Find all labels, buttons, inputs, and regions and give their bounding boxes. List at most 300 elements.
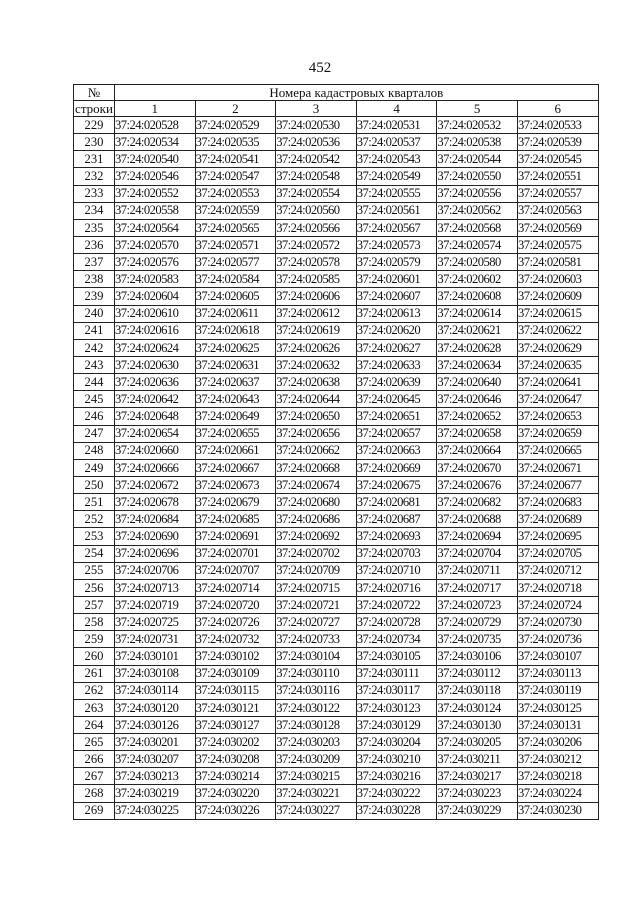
cadastral-number-cell: 37:24:020628: [437, 339, 518, 356]
cadastral-number-cell: 37:24:030218: [517, 768, 598, 785]
cadastral-number-cell: 37:24:030101: [115, 648, 196, 665]
cadastral-number-cell: 37:24:020734: [356, 631, 437, 648]
table-row: [74, 134, 599, 151]
cadastral-number-cell: 37:24:030102: [195, 648, 276, 665]
cadastral-number-cell: 37:24:020606: [276, 288, 357, 305]
cadastral-number-cell: 37:24:020528: [115, 117, 196, 134]
cadastral-number-cell: 37:24:020655: [195, 425, 276, 442]
cadastral-number-cell: 37:24:030111: [356, 665, 437, 682]
row-number: 233: [74, 185, 115, 202]
cadastral-number-cell: 37:24:020664: [437, 442, 518, 459]
cadastral-number-cell: 37:24:020563: [517, 202, 598, 219]
cadastral-number-cell: 37:24:020569: [517, 219, 598, 236]
table-row: [74, 768, 599, 785]
cadastral-number-cell: 37:24:030216: [356, 768, 437, 785]
cadastral-number-cell: 37:24:020641: [517, 374, 598, 391]
cadastral-number-cell: 37:24:020644: [276, 391, 357, 408]
cadastral-number-cell: 37:24:030205: [437, 734, 518, 751]
row-number: 239: [74, 288, 115, 305]
cadastral-number-cell: 37:24:030207: [115, 751, 196, 768]
cadastral-number-cell: 37:24:020702: [276, 545, 357, 562]
row-number: 266: [74, 751, 115, 768]
cadastral-number-cell: 37:24:030230: [517, 802, 598, 819]
cadastral-number-cell: 37:24:020691: [195, 528, 276, 545]
cadastral-number-cell: 37:24:020729: [437, 614, 518, 631]
table-row: [74, 665, 599, 682]
cadastral-number-cell: 37:24:020534: [115, 134, 196, 151]
cadastral-number-cell: 37:24:030215: [276, 768, 357, 785]
table-row: [74, 271, 599, 288]
cadastral-number-cell: 37:24:020602: [437, 271, 518, 288]
cadastral-number-cell: 37:24:020574: [437, 236, 518, 253]
cadastral-number-cell: 37:24:020685: [195, 511, 276, 528]
cadastral-number-cell: 37:24:020536: [276, 134, 357, 151]
column-header: 5: [437, 101, 518, 117]
cadastral-number-cell: 37:24:020613: [356, 305, 437, 322]
row-number: 245: [74, 391, 115, 408]
table-row: [74, 254, 599, 271]
cadastral-number-cell: 37:24:020578: [276, 254, 357, 271]
cadastral-number-cell: 37:24:020656: [276, 425, 357, 442]
table-row: [74, 391, 599, 408]
cadastral-number-cell: 37:24:020669: [356, 459, 437, 476]
cadastral-number-cell: 37:24:020646: [437, 391, 518, 408]
cadastral-number-cell: 37:24:020616: [115, 322, 196, 339]
row-number: 251: [74, 494, 115, 511]
row-number: 241: [74, 322, 115, 339]
cadastral-number-cell: 37:24:020721: [276, 596, 357, 613]
cadastral-number-cell: 37:24:030124: [437, 699, 518, 716]
cadastral-number-cell: 37:24:020572: [276, 236, 357, 253]
cadastral-number-cell: 37:24:020539: [517, 134, 598, 151]
cadastral-number-cell: 37:24:020608: [437, 288, 518, 305]
cadastral-number-cell: 37:24:030226: [195, 802, 276, 819]
cadastral-number-cell: 37:24:020696: [115, 545, 196, 562]
row-number: 265: [74, 734, 115, 751]
row-number: 237: [74, 254, 115, 271]
cadastral-number-cell: 37:24:020634: [437, 356, 518, 373]
cadastral-number-cell: 37:24:030131: [517, 716, 598, 733]
cadastral-number-cell: 37:24:020682: [437, 494, 518, 511]
cadastral-number-cell: 37:24:020663: [356, 442, 437, 459]
cadastral-number-cell: 37:24:020530: [276, 117, 357, 134]
cadastral-number-cell: 37:24:020558: [115, 202, 196, 219]
cadastral-number-cell: 37:24:020550: [437, 168, 518, 185]
cadastral-number-cell: 37:24:020538: [437, 134, 518, 151]
cadastral-number-cell: 37:24:020694: [437, 528, 518, 545]
row-number: 263: [74, 699, 115, 716]
cadastral-number-cell: 37:24:020716: [356, 579, 437, 596]
cadastral-number-cell: 37:24:020654: [115, 425, 196, 442]
cadastral-number-cell: 37:24:020585: [276, 271, 357, 288]
cadastral-number-cell: 37:24:020633: [356, 356, 437, 373]
cadastral-number-cell: 37:24:020627: [356, 339, 437, 356]
cadastral-number-cell: 37:24:020667: [195, 459, 276, 476]
cadastral-number-cell: 37:24:030209: [276, 751, 357, 768]
cadastral-number-cell: 37:24:020642: [115, 391, 196, 408]
cadastral-number-cell: 37:24:020535: [195, 134, 276, 151]
table-row: [74, 699, 599, 716]
cadastral-number-cell: 37:24:020604: [115, 288, 196, 305]
row-number: 250: [74, 476, 115, 493]
cadastral-number-cell: 37:24:020714: [195, 579, 276, 596]
cadastral-number-cell: 37:24:020661: [195, 442, 276, 459]
cadastral-number-cell: 37:24:020546: [115, 168, 196, 185]
row-number: 240: [74, 305, 115, 322]
cadastral-number-cell: 37:24:020679: [195, 494, 276, 511]
cadastral-number-cell: 37:24:020647: [517, 391, 598, 408]
cadastral-number-cell: 37:24:020571: [195, 236, 276, 253]
cadastral-number-cell: 37:24:020692: [276, 528, 357, 545]
cadastral-number-cell: 37:24:020533: [517, 117, 598, 134]
cadastral-number-cell: 37:24:020543: [356, 151, 437, 168]
cadastral-number-cell: 37:24:030113: [517, 665, 598, 682]
cadastral-number-cell: 37:24:020707: [195, 562, 276, 579]
row-number: 243: [74, 356, 115, 373]
cadastral-number-cell: 37:24:020567: [356, 219, 437, 236]
cadastral-number-cell: 37:24:020570: [115, 236, 196, 253]
cadastral-number-cell: 37:24:020545: [517, 151, 598, 168]
cadastral-number-cell: 37:24:020610: [115, 305, 196, 322]
table-row: [74, 408, 599, 425]
cadastral-number-cell: 37:24:020736: [517, 631, 598, 648]
page-number: 452: [308, 60, 332, 76]
table-row: [74, 648, 599, 665]
cadastral-number-cell: 37:24:020537: [356, 134, 437, 151]
cadastral-number-cell: 37:24:020581: [517, 254, 598, 271]
row-number: 238: [74, 271, 115, 288]
table-row: [74, 356, 599, 373]
row-number: 254: [74, 545, 115, 562]
cadastral-number-cell: 37:24:020710: [356, 562, 437, 579]
cadastral-number-cell: 37:24:020680: [276, 494, 357, 511]
cadastral-number-cell: 37:24:020674: [276, 476, 357, 493]
cadastral-number-cell: 37:24:020668: [276, 459, 357, 476]
cadastral-number-cell: 37:24:020657: [356, 425, 437, 442]
cadastral-number-cell: 37:24:020566: [276, 219, 357, 236]
cadastral-number-cell: 37:24:020615: [517, 305, 598, 322]
cadastral-number-cell: 37:24:020565: [195, 219, 276, 236]
row-number: 258: [74, 614, 115, 631]
cadastral-number-cell: 37:24:020720: [195, 596, 276, 613]
cadastral-number-cell: 37:24:020723: [437, 596, 518, 613]
table-body: [74, 117, 599, 820]
cadastral-number-cell: 37:24:030105: [356, 648, 437, 665]
cadastral-number-cell: 37:24:020637: [195, 374, 276, 391]
column-header: 3: [276, 101, 357, 117]
cadastral-number-cell: 37:24:020603: [517, 271, 598, 288]
cadastral-number-cell: 37:24:020652: [437, 408, 518, 425]
cadastral-number-cell: 37:24:020564: [115, 219, 196, 236]
cadastral-number-cell: 37:24:020614: [437, 305, 518, 322]
row-number: 247: [74, 425, 115, 442]
table-row: [74, 716, 599, 733]
table-row: [74, 305, 599, 322]
cadastral-number-cell: 37:24:020575: [517, 236, 598, 253]
row-number: 242: [74, 339, 115, 356]
table-row: [74, 734, 599, 751]
cadastral-number-cell: 37:24:020605: [195, 288, 276, 305]
column-header: 1: [115, 101, 196, 117]
table-row: [74, 802, 599, 819]
cadastral-number-cell: 37:24:020718: [517, 579, 598, 596]
cadastral-number-cell: 37:24:020624: [115, 339, 196, 356]
cadastral-number-cell: 37:24:020705: [517, 545, 598, 562]
cadastral-number-cell: 37:24:020625: [195, 339, 276, 356]
row-number: 256: [74, 579, 115, 596]
cadastral-number-cell: 37:24:020609: [517, 288, 598, 305]
cadastral-number-cell: 37:24:020733: [276, 631, 357, 648]
cadastral-number-cell: 37:24:020719: [115, 596, 196, 613]
cadastral-number-cell: 37:24:020671: [517, 459, 598, 476]
cadastral-number-cell: 37:24:030211: [437, 751, 518, 768]
cadastral-number-cell: 37:24:020544: [437, 151, 518, 168]
table-row: [74, 288, 599, 305]
cadastral-number-cell: 37:24:020677: [517, 476, 598, 493]
row-number: 267: [74, 768, 115, 785]
cadastral-number-cell: 37:24:030122: [276, 699, 357, 716]
cadastral-number-cell: 37:24:020662: [276, 442, 357, 459]
header-cadastral-numbers: Номера кадастровых кварталов: [115, 85, 599, 101]
row-number: 236: [74, 236, 115, 253]
cadastral-number-cell: 37:24:020557: [517, 185, 598, 202]
cadastral-number-cell: 37:24:020639: [356, 374, 437, 391]
cadastral-number-cell: 37:24:020722: [356, 596, 437, 613]
table-row: [74, 442, 599, 459]
table-row: [74, 151, 599, 168]
cadastral-number-cell: 37:24:020632: [276, 356, 357, 373]
cadastral-number-cell: 37:24:020715: [276, 579, 357, 596]
cadastral-number-cell: 37:24:020629: [517, 339, 598, 356]
cadastral-number-cell: 37:24:020562: [437, 202, 518, 219]
cadastral-number-cell: 37:24:020583: [115, 271, 196, 288]
cadastral-number-cell: 37:24:030128: [276, 716, 357, 733]
cadastral-number-cell: 37:24:030203: [276, 734, 357, 751]
cadastral-number-cell: 37:24:020689: [517, 511, 598, 528]
cadastral-number-cell: 37:24:030229: [437, 802, 518, 819]
cadastral-number-cell: 37:24:030220: [195, 785, 276, 802]
row-number: 248: [74, 442, 115, 459]
cadastral-number-cell: 37:24:020560: [276, 202, 357, 219]
table-row: [74, 459, 599, 476]
table-row: [74, 596, 599, 613]
cadastral-number-cell: 37:24:020731: [115, 631, 196, 648]
table-header: [74, 85, 599, 117]
row-number: 259: [74, 631, 115, 648]
table-row: [74, 219, 599, 236]
cadastral-number-cell: 37:24:020649: [195, 408, 276, 425]
row-number: 260: [74, 648, 115, 665]
cadastral-number-cell: 37:24:030109: [195, 665, 276, 682]
cadastral-number-cell: 37:24:020532: [437, 117, 518, 134]
cadastral-number-cell: 37:24:020619: [276, 322, 357, 339]
cadastral-number-cell: 37:24:020540: [115, 151, 196, 168]
cadastral-number-cell: 37:24:030206: [517, 734, 598, 751]
cadastral-number-cell: 37:24:020556: [437, 185, 518, 202]
cadastral-number-cell: 37:24:020547: [195, 168, 276, 185]
row-number: 268: [74, 785, 115, 802]
cadastral-number-cell: 37:24:020542: [276, 151, 357, 168]
cadastral-number-cell: 37:24:030126: [115, 716, 196, 733]
cadastral-number-cell: 37:24:020687: [356, 511, 437, 528]
table-row: [74, 117, 599, 134]
cadastral-number-cell: 37:24:030210: [356, 751, 437, 768]
cadastral-number-cell: 37:24:030123: [356, 699, 437, 716]
table-row: [74, 511, 599, 528]
table-row: [74, 751, 599, 768]
cadastral-number-cell: 37:24:020678: [115, 494, 196, 511]
cadastral-number-cell: 37:24:020673: [195, 476, 276, 493]
cadastral-number-cell: 37:24:020670: [437, 459, 518, 476]
cadastral-number-cell: 37:24:030219: [115, 785, 196, 802]
cadastral-number-cell: 37:24:020541: [195, 151, 276, 168]
cadastral-number-cell: 37:24:020579: [356, 254, 437, 271]
cadastral-number-cell: 37:24:020728: [356, 614, 437, 631]
table-row: [74, 785, 599, 802]
table-row: [74, 168, 599, 185]
cadastral-number-cell: 37:24:030117: [356, 682, 437, 699]
cadastral-number-cell: 37:24:030208: [195, 751, 276, 768]
cadastral-number-cell: 37:24:030112: [437, 665, 518, 682]
cadastral-number-cell: 37:24:020643: [195, 391, 276, 408]
row-number: 262: [74, 682, 115, 699]
table-row: [74, 545, 599, 562]
cadastral-number-cell: 37:24:030108: [115, 665, 196, 682]
cadastral-number-cell: 37:24:020630: [115, 356, 196, 373]
row-number: 234: [74, 202, 115, 219]
cadastral-number-cell: 37:24:020650: [276, 408, 357, 425]
row-number: 235: [74, 219, 115, 236]
cadastral-number-cell: 37:24:020688: [437, 511, 518, 528]
cadastral-number-cell: 37:24:020660: [115, 442, 196, 459]
cadastral-number-cell: 37:24:020683: [517, 494, 598, 511]
cadastral-number-cell: 37:24:020686: [276, 511, 357, 528]
table-row: [74, 494, 599, 511]
cadastral-number-cell: 37:24:020636: [115, 374, 196, 391]
cadastral-number-cell: 37:24:030202: [195, 734, 276, 751]
row-number: 244: [74, 374, 115, 391]
cadastral-number-cell: 37:24:020730: [517, 614, 598, 631]
cadastral-number-cell: 37:24:020580: [437, 254, 518, 271]
row-number: 252: [74, 511, 115, 528]
row-number: 229: [74, 117, 115, 134]
table-row: [74, 528, 599, 545]
cadastral-number-cell: 37:24:030119: [517, 682, 598, 699]
cadastral-number-cell: 37:24:020690: [115, 528, 196, 545]
column-header: 4: [356, 101, 437, 117]
cadastral-number-cell: 37:24:020651: [356, 408, 437, 425]
cadastral-number-cell: 37:24:030222: [356, 785, 437, 802]
cadastral-number-cell: 37:24:030104: [276, 648, 357, 665]
table-row: [74, 562, 599, 579]
cadastral-number-cell: 37:24:020612: [276, 305, 357, 322]
table-row: [74, 631, 599, 648]
cadastral-number-cell: 37:24:030129: [356, 716, 437, 733]
cadastral-number-cell: 37:24:030115: [195, 682, 276, 699]
cadastral-number-cell: 37:24:030228: [356, 802, 437, 819]
cadastral-number-cell: 37:24:020548: [276, 168, 357, 185]
cadastral-number-cell: 37:24:020638: [276, 374, 357, 391]
cadastral-number-cell: 37:24:020726: [195, 614, 276, 631]
cadastral-number-cell: 37:24:020706: [115, 562, 196, 579]
cadastral-number-cell: 37:24:020559: [195, 202, 276, 219]
cadastral-number-cell: 37:24:020573: [356, 236, 437, 253]
cadastral-number-cell: 37:24:020666: [115, 459, 196, 476]
cadastral-number-cell: 37:24:030212: [517, 751, 598, 768]
cadastral-number-cell: 37:24:020626: [276, 339, 357, 356]
cadastral-number-cell: 37:24:020601: [356, 271, 437, 288]
cadastral-number-cell: 37:24:020554: [276, 185, 357, 202]
cadastral-number-cell: 37:24:020684: [115, 511, 196, 528]
cadastral-number-cell: 37:24:020703: [356, 545, 437, 562]
cadastral-number-cell: 37:24:020555: [356, 185, 437, 202]
cadastral-number-cell: 37:24:030127: [195, 716, 276, 733]
cadastral-number-cell: 37:24:020551: [517, 168, 598, 185]
row-number: 269: [74, 802, 115, 819]
cadastral-number-cell: 37:24:020732: [195, 631, 276, 648]
table-row: [74, 339, 599, 356]
cadastral-number-cell: 37:24:020693: [356, 528, 437, 545]
cadastral-number-cell: 37:24:020659: [517, 425, 598, 442]
row-number: 246: [74, 408, 115, 425]
cadastral-number-cell: 37:24:020577: [195, 254, 276, 271]
header-row-number-label: строки: [75, 101, 113, 116]
cadastral-number-cell: 37:24:020717: [437, 579, 518, 596]
row-number: 261: [74, 665, 115, 682]
cadastral-number-cell: 37:24:030227: [276, 802, 357, 819]
cadastral-number-cell: 37:24:020552: [115, 185, 196, 202]
cadastral-number-cell: 37:24:020658: [437, 425, 518, 442]
cadastral-quarters-table: [73, 84, 599, 820]
table-row: [74, 682, 599, 699]
table-row: [74, 579, 599, 596]
cadastral-number-cell: 37:24:030225: [115, 802, 196, 819]
row-number: 264: [74, 716, 115, 733]
cadastral-number-cell: 37:24:020553: [195, 185, 276, 202]
cadastral-number-cell: 37:24:020576: [115, 254, 196, 271]
row-number: 232: [74, 168, 115, 185]
cadastral-number-cell: 37:24:030107: [517, 648, 598, 665]
cadastral-number-cell: 37:24:030106: [437, 648, 518, 665]
cadastral-number-cell: 37:24:030116: [276, 682, 357, 699]
cadastral-number-cell: 37:24:020645: [356, 391, 437, 408]
cadastral-number-cell: 37:24:020607: [356, 288, 437, 305]
cadastral-number-cell: 37:24:030224: [517, 785, 598, 802]
cadastral-number-cell: 37:24:030217: [437, 768, 518, 785]
cadastral-number-cell: 37:24:020561: [356, 202, 437, 219]
row-number: 230: [74, 134, 115, 151]
cadastral-number-cell: 37:24:020681: [356, 494, 437, 511]
cadastral-number-cell: 37:24:020622: [517, 322, 598, 339]
cadastral-number-cell: 37:24:020735: [437, 631, 518, 648]
cadastral-number-cell: 37:24:030204: [356, 734, 437, 751]
cadastral-number-cell: 37:24:030118: [437, 682, 518, 699]
cadastral-number-cell: 37:24:020704: [437, 545, 518, 562]
cadastral-number-cell: 37:24:020531: [356, 117, 437, 134]
cadastral-number-cell: 37:24:020695: [517, 528, 598, 545]
cadastral-number-cell: 37:24:020631: [195, 356, 276, 373]
table-row: [74, 614, 599, 631]
cadastral-number-cell: 37:24:020620: [356, 322, 437, 339]
cadastral-number-cell: 37:24:020611: [195, 305, 276, 322]
cadastral-number-cell: 37:24:020713: [115, 579, 196, 596]
row-number: 249: [74, 459, 115, 476]
cadastral-number-cell: 37:24:030130: [437, 716, 518, 733]
cadastral-number-cell: 37:24:020672: [115, 476, 196, 493]
cadastral-number-cell: 37:24:030110: [276, 665, 357, 682]
table-row: [74, 236, 599, 253]
cadastral-number-cell: 37:24:020568: [437, 219, 518, 236]
